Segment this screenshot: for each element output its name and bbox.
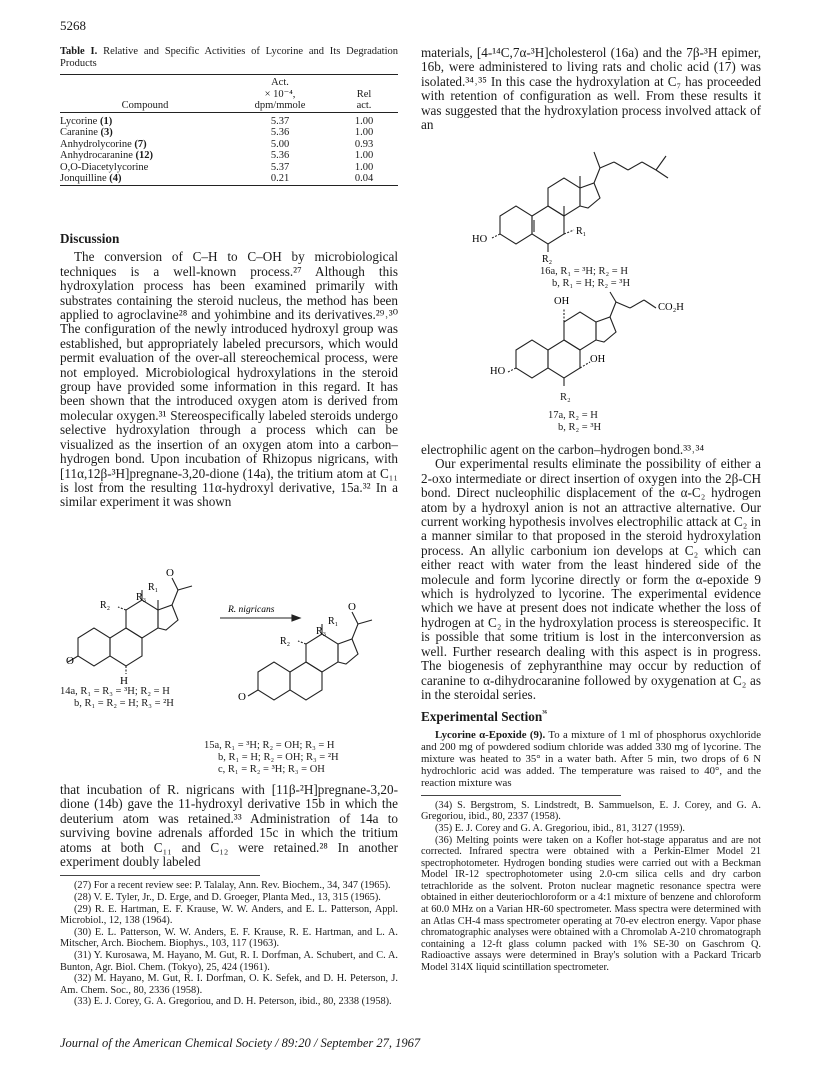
compound-name-text: Caranine <box>60 127 98 138</box>
table-row <box>60 139 398 151</box>
atom-r2-15: R₂ <box>280 636 291 647</box>
atom-o-15b: O <box>348 601 356 613</box>
table-caption <box>60 46 398 70</box>
s17-oh-top: OH <box>554 296 570 307</box>
compound-16a-label: 16a, R₁ = ³H; R₂ = H <box>540 266 628 277</box>
compound-number: (4) <box>109 173 122 184</box>
compound-number: (1) <box>99 115 113 127</box>
experimental-title: Lycorine α-Epoxide (9). <box>435 728 546 741</box>
page-number: 5268 <box>60 18 86 33</box>
s17-oh-side: OH <box>590 354 606 365</box>
discussion-paragraph-2: that incubation of R. nigricans with [11β-²H]pregnane-3,20-dione (14b) gave the 11-hydroxyl derivative 15b in which the deuterium atom was retained.³³ Administration of 14a to surviving bovine adrenals afforded 15c in which the tritium atoms at both C₁₁ and C₁₂ were retained.²⁸ In another experiment doubly labeled <box>60 782 398 870</box>
activity-value: 5.36 <box>270 127 290 138</box>
experimental-heading-text: Experimental Section <box>421 709 543 725</box>
activity-table <box>60 74 398 189</box>
structure-17 <box>490 288 720 392</box>
experimental-heading <box>421 710 761 724</box>
activity-value: 0.21 <box>270 173 290 184</box>
compound-15c-label: c, R₁ = R₂ = ³H; R₃ = OH <box>218 764 325 775</box>
atom-r1-14: R₁ <box>148 582 159 593</box>
compound-16b-label: b, R₁ = H; R₂ = ³H <box>552 278 631 289</box>
arrow-label: R. nigricans <box>228 605 275 615</box>
table-caption-label: Table I. <box>60 46 98 57</box>
col-rel-2: act. <box>356 100 372 111</box>
right-paragraph-1: materials, [4-¹⁴C,7α-³H]cholesterol (16a) and the 7β-³H epimer, 16b, were administered to living rats and cholic acid (17) was isolated.³⁴˒³⁵ In this case the hydroxylation at C₇ has proceeded with retention of configuration as well. From these results it was suggested that the hydroxylation process involved attack of an <box>421 45 761 133</box>
relative-activity-value: 1.00 <box>354 127 374 138</box>
compound-name-text: Lycorine <box>60 115 98 127</box>
table-row <box>60 127 398 139</box>
table-block <box>60 46 398 189</box>
s17-r2: R₂ <box>560 392 571 403</box>
footnote-rule <box>60 875 260 876</box>
footnote: (29) R. E. Hartman, E. F. Krause, W. W. Anders, and E. L. Patterson, Appl. Microbiol., 12, 138 (1964). <box>60 903 398 927</box>
atom-r2-14: R₂ <box>100 600 111 611</box>
table-row <box>60 173 398 185</box>
compound-name-text: Anhydrolycorine <box>60 138 132 150</box>
compound-name <box>60 173 230 185</box>
compound-name <box>60 116 230 128</box>
footnote: (34) S. Bergstrom, S. Lindstredt, B. Sammuelson, E. J. Corey, and G. A. Gregoriou, ibid., 80, 2337 (1958). <box>421 799 761 823</box>
footnotes-right <box>421 800 761 974</box>
footnotes-left <box>60 880 398 1008</box>
atom-r1-15: R₁ <box>328 616 339 627</box>
right-paragraph-3: Our experimental results eliminate the possibility of either a 2-oxo intermediate or direct insertion of oxygen into the 2β-CH bond. Direct nucleophilic displacement of the α-C₂ hydrogen atom by a hydroxyl anion is not an attractive alternative. Our current working hypothesis involves electrophilic attack at C₂ in a manner similar to that proposed in the steroid hydroxylation process. An allylic carbonium ion develops at C₂ which can either react with water from the least hindered side of the molecule and form lycorine directly or form the α-epoxide 9 which is hydrolyzed to lycorine. The experimental evidence which we have at present does not indicate whether the loss of hydrogen at C₂ in the hydroxylation process is stereospecific. It is possible that some tritium is lost in the interconversion as well. Further research dealing with this aspect is in progress. The biogenesis of zephyranthine may occur by reduction of caranine to α-dihydrocaranine followed by oxygenation at C₂ as in the steroidal series. <box>421 456 761 702</box>
footnote: (30) E. L. Patterson, W. W. Anders, E. F. Krause, R. E. Hartman, and L. A. Mitscher, Arch. Biochem. Biophys., 103, 117 (1963). <box>60 926 398 950</box>
compound-number: (7) <box>134 138 147 150</box>
activity-value: 5.36 <box>270 150 290 161</box>
experimental-paragraph <box>421 729 761 789</box>
compound-name-text: Jonquilline <box>60 173 107 184</box>
compound-name <box>60 127 230 139</box>
table-body <box>60 116 398 186</box>
atom-o-15: O <box>238 691 246 703</box>
activity-value: 5.37 <box>270 115 290 127</box>
s17-ho: HO <box>490 366 506 377</box>
s17-co2h: CO₂H <box>658 302 684 313</box>
structure-16 <box>470 134 710 264</box>
col-act-2: × 10⁻⁴, <box>264 88 296 100</box>
experimental-heading-ref: ³⁶ <box>542 708 548 718</box>
footnote: (28) V. E. Tyler, Jr., D. Erge, and D. Groeger, Planta Med., 13, 315 (1965). <box>74 892 381 904</box>
compound-name <box>60 150 230 162</box>
s16-ho: HO <box>472 234 488 245</box>
activity-value: 5.37 <box>270 161 290 173</box>
journal-footer: Journal of the American Chemical Society / 89:20 / September 27, 1967 <box>60 1036 421 1050</box>
atom-r3-15: R₃ <box>316 626 327 637</box>
table-row <box>60 116 398 128</box>
compound-17a-label: 17a, R₂ = H <box>548 410 598 421</box>
col-act-3: dpm/mmole <box>254 100 306 111</box>
col-rel-1: Rel <box>356 88 372 100</box>
relative-activity-value: 1.00 <box>354 161 374 173</box>
s16-r1: R₁ <box>576 226 587 237</box>
col-act-1: Act. <box>271 77 289 88</box>
compound-name <box>60 139 230 151</box>
discussion <box>60 232 398 510</box>
footnote: (32) M. Hayano, M. Gut, R. I. Dorfman, O. K. Sefek, and D. H. Peterson, J. Am. Chem. Soc., 80, 2336 (1958). <box>60 973 398 996</box>
table-row <box>60 162 398 174</box>
atom-h-14: H <box>120 675 128 687</box>
relative-activity-value: 1.00 <box>354 115 374 127</box>
experimental-text: To a mixture of 1 ml of phosphorus oxychloride and 200 mg of powdered sodium chloride was added 330 mg of lycorine. The mixture was heated to 35° in a water bath. After 5 min, two drops of 6 N hydrochloric acid was added. The temperature was raised to 40°, and the reaction mixture was <box>421 728 761 789</box>
table-caption-text: Relative and Specific Activities of Lycorine and Its Degradation Products <box>60 46 399 69</box>
footnote: (31) Y. Kurosawa, M. Hayano, M. Gut, R. I. Dorfman, A. Schubert, and C. A. Bunton, Agr. Biol. Chem. (Tokyo), 25, 424 (1961). <box>60 950 398 973</box>
atom-o-14b: O <box>166 567 174 579</box>
footnote-rule-right <box>421 795 621 796</box>
s16-r2: R₂ <box>542 254 553 264</box>
right-paragraph-2: electrophilic agent on the carbon–hydrogen bond.³³˒³⁴ <box>421 442 705 457</box>
discussion-heading: Discussion <box>60 231 120 246</box>
compound-name-text: Anhydrocaranine <box>60 150 133 161</box>
relative-activity-value: 0.93 <box>354 138 374 150</box>
footnote: (33) E. J. Corey, G. A. Gregoriou, and D. H. Peterson, ibid., 80, 2338 (1958). <box>74 996 392 1008</box>
footnote: (36) Melting points were taken on a Kofler hot-stage apparatus and are not corrected. Infrared spectra were obtained with a Perkin-Elmer Model 21 spectrophotometer. Hydrogen bonding studies were carried out with a Beckman Model IR-12 spectrophotometer using 2.0-cm silica cells and dry carbon tetrachloride as the solvent. Proton nuclear magnetic resonance spectra were obtained in either deuteriochloroform or a 4:1 mixture of benzene and chloroform at 60.0 MHz on a Varian HR-60 spectrometer. Mass spectra were determined with an Atlas CH-4 mass spectrometer operating at 70-ev electron energy. Vapor phase chromatographic analyses were obtained with a Chromolab A-210 chromatograph containing a 12-ft glass column packed with 1% SE-30 on Gaschrom Q. Radioactive assays were determined in Bray's solution with a Packard Tricarb Model 314X liquid scintillation spectrometer. <box>421 834 761 974</box>
col-compound: Compound <box>121 100 169 111</box>
compound-name-text: O,O-Diacetylycorine <box>60 161 149 173</box>
atom-o-14: O <box>66 655 74 667</box>
footnote: (35) E. J. Corey and G. A. Gregoriou, ibid., 81, 3127 (1959). <box>435 822 685 834</box>
compound-name <box>60 162 230 174</box>
compound-14a-label: 14a, R₁ = R₃ = ³H; R₂ = H <box>60 686 170 697</box>
activity-value: 5.00 <box>270 138 290 150</box>
compound-number: (12) <box>135 150 154 161</box>
compound-14b-label: b, R₁ = R₂ = H; R₃ = ²H <box>74 698 174 709</box>
discussion-paragraph-1: The conversion of C–H to C–OH by microbiological techniques is a well-known process.²⁷ Although this hydroxylation process has been examined primarily with substrates containing the steroid nucleus, the method has been applied to agroclavine²⁸ and yohimbine and its derivatives.²⁹˒³⁰ The configuration of the newly introduced hydroxyl group was established, but appropriately labeled precursors, which would permit evaluation of the over-all stereochemical process, were not employed. Microbiological hydroxylations in the steroid group have provided some information in this regard. It has been shown that the introduced oxygen atom is derived from molecular oxygen.³¹ Stereospecifically labeled steroids undergo selective hydroxylation through a process which can be visualized as the insertion of an oxygen atom into a carbon–hydrogen bond. Upon incubation of Rhizopus nigricans, with [11α,12β-³H]pregnane-3,20-dione (14a), the tritium atom at C₁₁ is lost from the resulting 11α-hydroxyl derivative, 15a.³² In a similar experiment it was shown <box>60 249 398 510</box>
compound-17b-label: b, R₂ = ³H <box>558 422 602 433</box>
compound-15a-label: 15a, R₁ = ³H; R₂ = OH; R₃ = H <box>204 740 335 751</box>
table-row <box>60 150 398 162</box>
footnote: (27) For a recent review see: P. Talalay, Ann. Rev. Biochem., 34, 347 (1965). <box>74 880 391 892</box>
compound-number: (3) <box>100 127 113 138</box>
relative-activity-value: 1.00 <box>354 150 374 161</box>
discussion-cont <box>60 783 398 1008</box>
right-text <box>421 443 761 974</box>
atom-r3-14: R₃ <box>136 592 147 603</box>
compound-15b-label: b, R₁ = H; R₂ = OH; R₃ = ²H <box>218 752 339 763</box>
relative-activity-value: 0.04 <box>354 173 374 184</box>
